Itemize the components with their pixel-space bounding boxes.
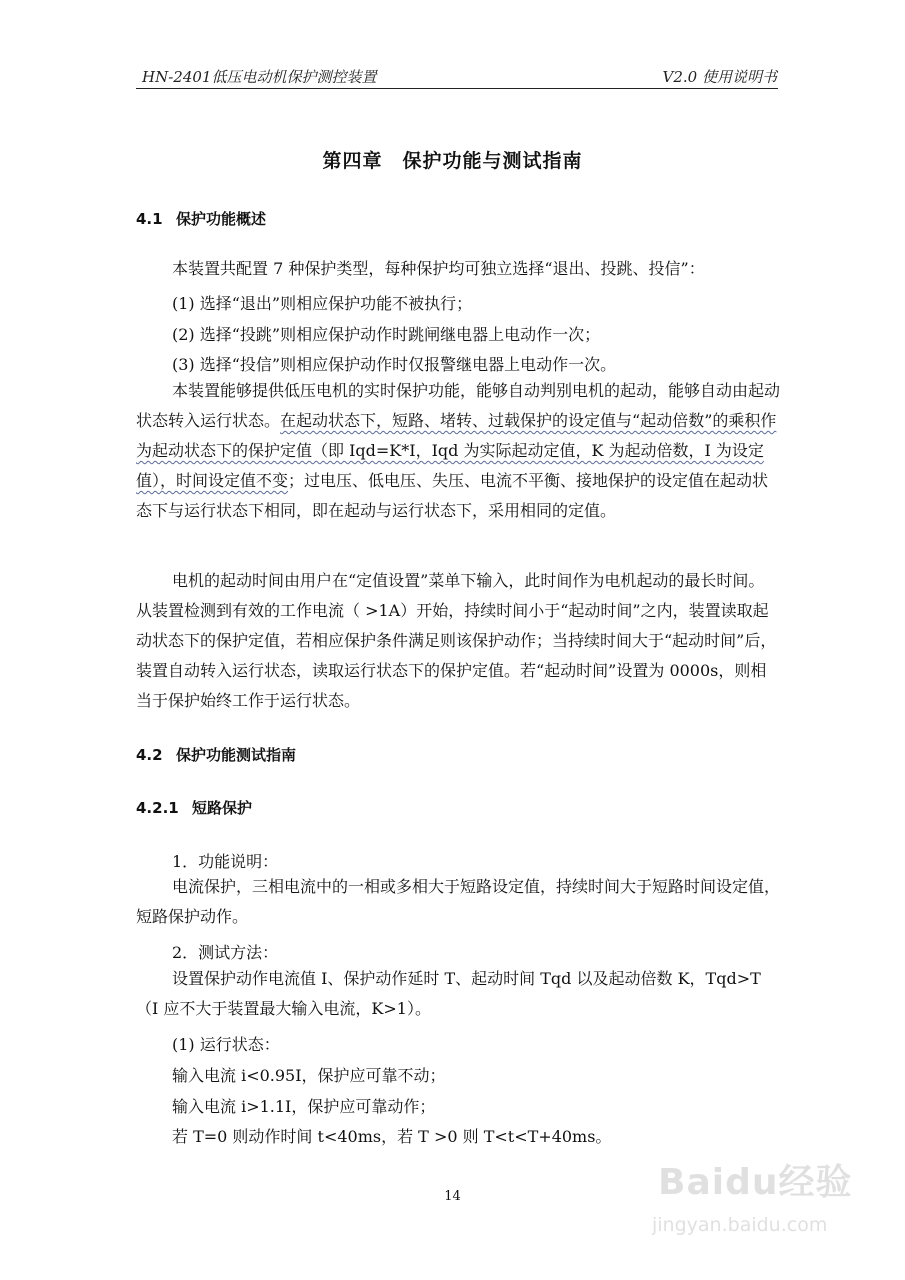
run-state-line: 输入电流 i>1.1I，保护应可靠动作； [172, 1097, 436, 1116]
header-divider [136, 88, 778, 89]
paragraph-text: 本装置能够提供低压电机的实时保护功能，能够自动判别电机的起动，能够自动由起动状态转入运行状态。 [136, 381, 781, 430]
option-item-exit: (1) 选择“退出”则相应保护功能不被执行； [172, 294, 473, 313]
run-state-label: (1) 运行状态： [172, 1035, 280, 1054]
paragraph-text: ；过电压、低电压、失压、电流不平衡、接地保护的设定值在起动状态下与运行状态下相同，即在起动与运行状态下，采用相同的定值。 [136, 471, 769, 520]
watermark-brand: Baidu经验 [658, 1162, 853, 1203]
realtime-protection-paragraph [136, 376, 780, 526]
page-number: 14 [444, 1189, 461, 1204]
test-method-text: 设置保护动作电流值 I、保护动作延时 T、起动时间 Tqd 以及起动倍数 K，Tqd>T（I 应不大于装置最大输入电流，K>1）。 [136, 969, 761, 1018]
startup-time-paragraph: 电机的起动时间由用户在“定值设置”菜单下输入，此时间作为电机起动的最长时间。从装置检测到有效的工作电流（ >1A）开始，持续时间小于“起动时间”之内，装置读取起动状态下的保护定值，若相应保护条件满足则该保护动作；当持续时间大于“起动时间”后，装置自动转入运行状态，读取运行状态下的保护定值。若“起动时间”设置为 0000s，则相当于保护始终工作于运行状态。 [136, 571, 777, 710]
header-manual-version: V2.0 使用说明书 [662, 68, 777, 86]
section-title: 保护功能概述 [176, 210, 267, 228]
overview-intro-paragraph: 本装置共配置 7 种保护类型，每种保护均可独立选择“退出、投跳、投信”： [172, 259, 705, 278]
watermark-url: jingyan.baidu.com [652, 1214, 828, 1236]
function-description-label: 1．功能说明： [172, 852, 279, 871]
section-heading-4-2 [136, 744, 296, 765]
section-number: 4.2.1 [136, 799, 179, 817]
section-title: 保护功能测试指南 [176, 746, 297, 764]
option-item-trip: (2) 选择“投跳”则相应保护动作时跳闸继电器上电动作一次； [172, 325, 601, 344]
header-document-title: HN-2401低压电动机保护测控装置 [142, 68, 377, 86]
run-state-line: 若 T=0 则动作时间 t<40ms，若 T >0 则 T<t<T+40ms。 [172, 1127, 612, 1146]
underlined-startup-setting-text: 在起动状态下，短路、堵转、过载保护的设定值与“起动倍数”的乘积作为起动状态下的保护定值（即 Iqd=K*I，Iqd 为实际起动定值，K 为起动倍数，I 为设定值），时间设定值不变 [136, 411, 777, 490]
test-method-label: 2．测试方法： [172, 943, 279, 962]
option-item-signal: (3) 选择“投信”则相应保护动作时仅报警继电器上电动作一次。 [172, 355, 617, 374]
section-number: 4.2 [136, 746, 163, 764]
function-description-text: 电流保护，三相电流中的一相或多相大于短路设定值，持续时间大于短路时间设定值，短路保护动作。 [136, 877, 781, 926]
baidu-jingyan-watermark [648, 1148, 858, 1248]
chapter-title: 第四章 保护功能与测试指南 [322, 150, 583, 172]
section-number: 4.1 [136, 210, 163, 228]
run-state-line: 输入电流 i<0.95I，保护应可靠不动； [172, 1066, 446, 1085]
section-title: 短路保护 [192, 799, 253, 817]
section-heading-4-1 [136, 208, 266, 229]
section-heading-4-2-1 [136, 797, 252, 818]
